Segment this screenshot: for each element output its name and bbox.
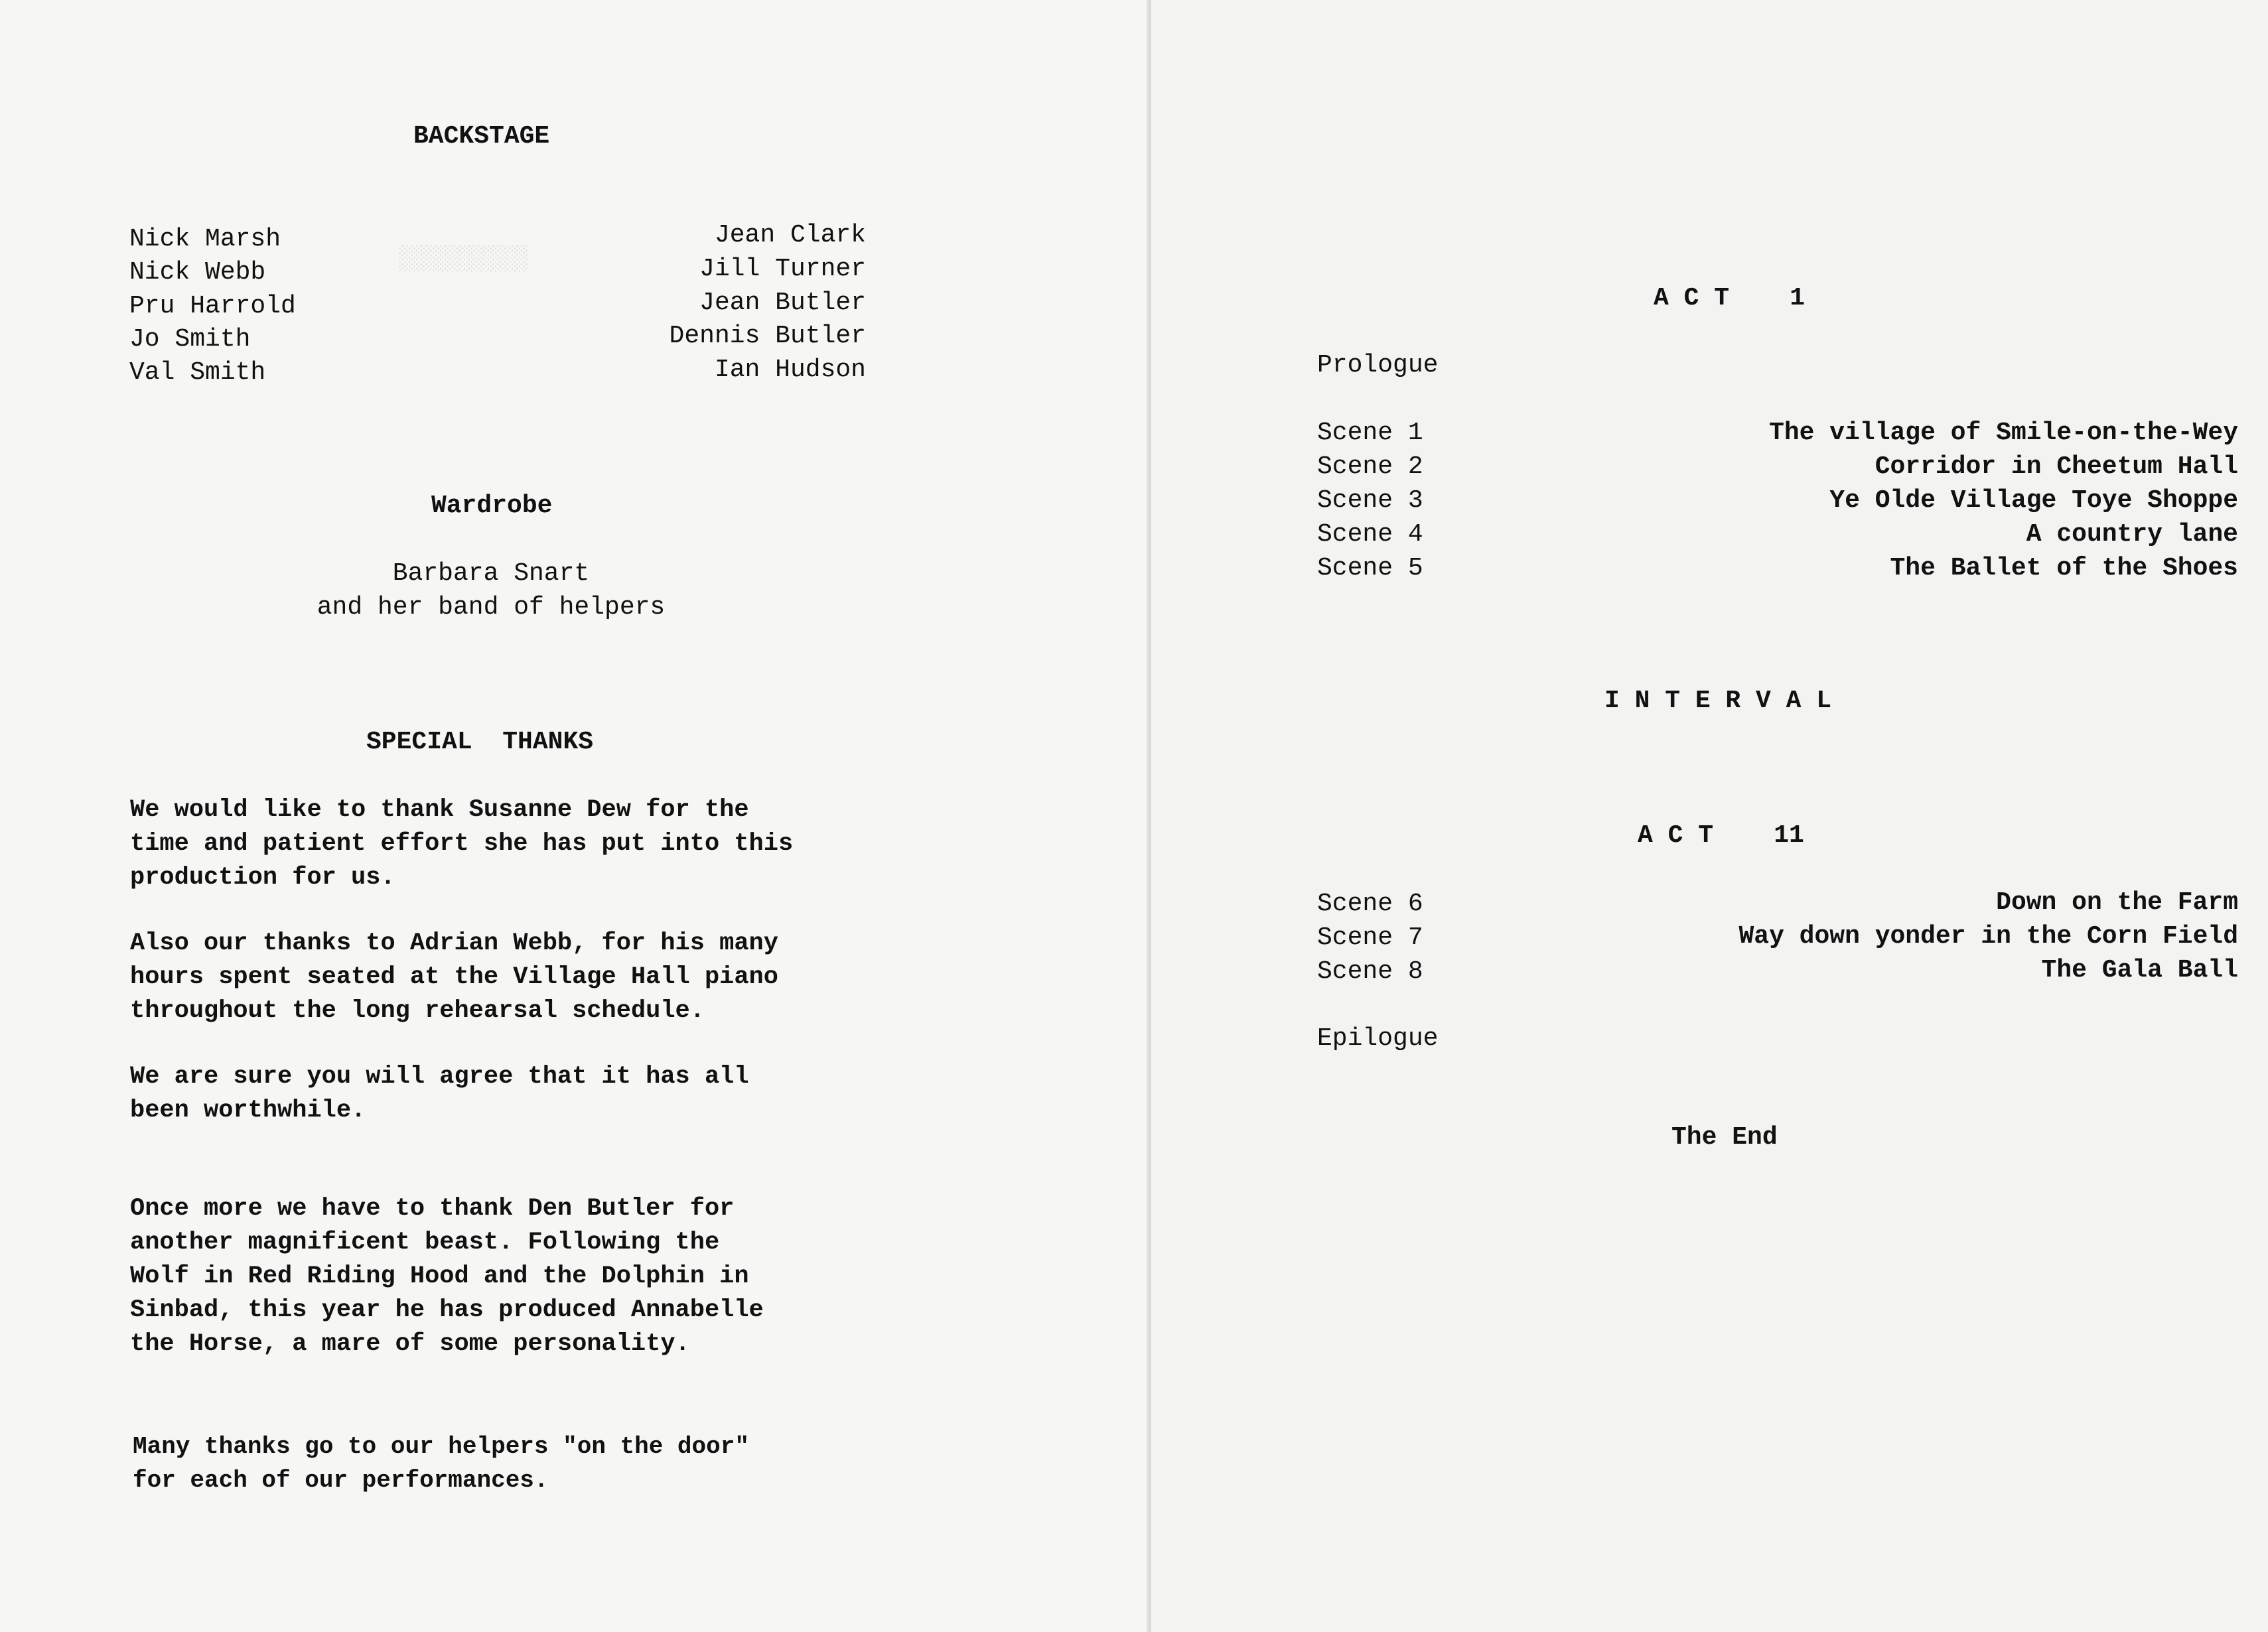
- thanks-paragraph: Also our thanks to Adrian Webb, for his many hours spent seated at the Village Hall piano throughout the long rehearsal schedule.: [130, 929, 778, 1025]
- scene-title: Down on the Farm: [1996, 888, 2238, 917]
- scene-title: The Gala Ball: [2041, 956, 2238, 985]
- scene-title: The village of Smile-on-the-Wey: [1769, 419, 2238, 447]
- special-thanks-heading: SPECIAL THANKS: [366, 728, 594, 756]
- thanks-paragraph: Many thanks go to our helpers "on the door" for each of our performances.: [133, 1433, 749, 1494]
- interval-heading: I N T E R V A L: [1604, 687, 1832, 715]
- right-page: [1151, 0, 2268, 1632]
- thanks-paragraph: Once more we have to thank Den Butler for another magnificent beast. Following the Wolf in Red Riding Hood and the Dolphin in Sinbad, this year he has produced Annabelle the Horse, a mare of some personality.: [130, 1195, 764, 1358]
- scene-title: Way down yonder in the Corn Field: [1738, 922, 2238, 951]
- thanks-paragraph: We would like to thank Susanne Dew for the time and patient effort she has put into this production for us.: [130, 796, 794, 892]
- crew-name: Jean Butler: [699, 289, 866, 317]
- scene-title: A country lane: [2026, 520, 2238, 549]
- scene-label: Scene 4: [1317, 520, 1423, 549]
- crew-name: Nick Marsh: [129, 225, 281, 253]
- scene-label: Scene 8: [1317, 957, 1423, 986]
- crew-name: Pru Harrold: [129, 292, 296, 320]
- scene-title: Corridor in Cheetum Hall: [1875, 452, 2238, 481]
- scene-label: Scene 7: [1317, 923, 1423, 952]
- scene-label: Scene 6: [1317, 890, 1423, 918]
- crew-name: Jean Clark: [714, 221, 866, 249]
- the-end: The End: [1671, 1123, 1778, 1152]
- scene-label: Scene 2: [1317, 452, 1423, 481]
- wardrobe-line: and her band of helpers: [317, 593, 666, 622]
- scene-title: The Ballet of the Shoes: [1890, 554, 2238, 582]
- epilogue-label: Epilogue: [1317, 1024, 1439, 1053]
- scene-label: Scene 1: [1317, 419, 1423, 447]
- scene-title: Ye Olde Village Toye Shoppe: [1829, 486, 2238, 515]
- act2-heading: A C T 11: [1638, 821, 1804, 850]
- crew-name: Nick Webb: [129, 258, 266, 287]
- wardrobe-line: Barbara Snart: [392, 559, 590, 588]
- act1-heading: A C T 1: [1654, 284, 1806, 312]
- crew-name: Val Smith: [129, 358, 266, 387]
- crew-name: Jill Turner: [699, 255, 866, 283]
- backstage-heading: BACKSTAGE: [413, 122, 550, 151]
- scene-label: Scene 5: [1317, 554, 1423, 582]
- thanks-paragraph: We are sure you will agree that it has all been worthwhile.: [130, 1063, 749, 1124]
- crew-name: Jo Smith: [129, 325, 251, 354]
- crew-name: Dennis Butler: [669, 322, 866, 350]
- show-through-ghost: ░░░░░░░░░: [398, 245, 528, 273]
- wardrobe-heading: Wardrobe: [431, 492, 553, 520]
- scene-label: Scene 3: [1317, 486, 1423, 515]
- crew-name: Ian Hudson: [714, 356, 866, 384]
- prologue-label: Prologue: [1317, 351, 1439, 379]
